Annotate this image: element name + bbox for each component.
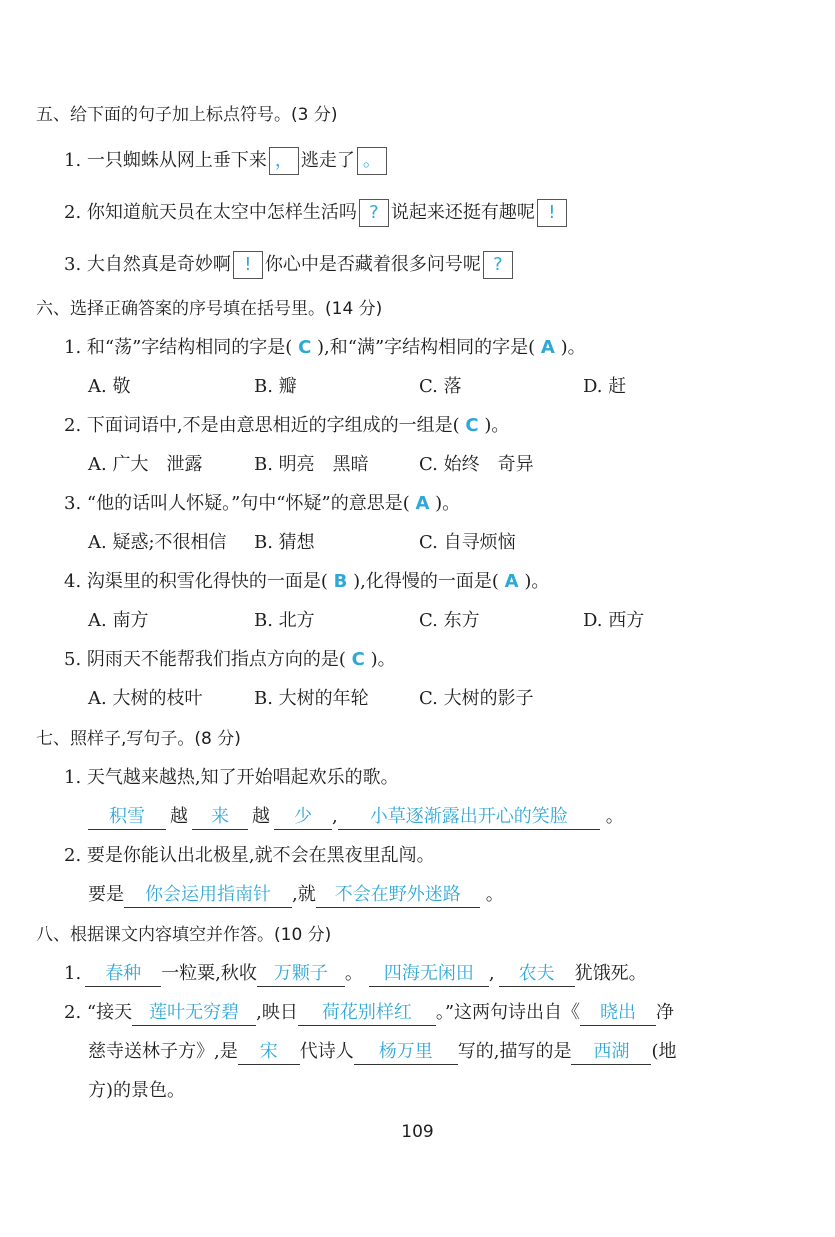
s6-q5-option-a: A. 大树的枝叶 (88, 688, 203, 709)
s6-q1-answer-1: C (298, 337, 312, 358)
s6-q1-text-1: 1. 和“荡”字结构相同的字是( (64, 337, 293, 358)
s6-q1-option-d: D. 赶 (583, 376, 627, 397)
s7-q1-blank-1: 积雪 (88, 805, 166, 830)
s8-q2-blank-3: 晓出 (580, 1001, 656, 1026)
s8-q2-text-5: 慈寺送林子方》,是 (88, 1041, 238, 1062)
s6-q1-text-2: ),和“满”字结构相同的字是( (317, 337, 536, 358)
s5-q3-answer-1: ! (233, 251, 263, 279)
s6-q3-option-c: C. 自寻烦恼 (419, 532, 516, 553)
s5-q2-answer-1: ? (359, 199, 389, 227)
s7-q1-end: 。 (605, 806, 624, 827)
section6-heading: 六、选择正确答案的序号填在括号里。(14 分) (36, 299, 383, 319)
s8-q2-text-2: ,映日 (256, 1002, 298, 1023)
s8-question-2-line-3: 方)的景色。 (88, 1080, 186, 1101)
s7-q2-end: 。 (485, 884, 504, 905)
s8-q1-blank-4: 农夫 (499, 962, 575, 987)
s7-q1-blank-2: 来 (192, 805, 248, 830)
s6-q4-text-2: ),化得慢的一面是( (353, 571, 499, 592)
s6-q5-answer: C (351, 649, 365, 670)
s5-q1-answer-2: 。 (357, 147, 387, 175)
s8-q2-text-4: 净 (656, 1002, 675, 1023)
s8-q1-blank-1: 春种 (85, 962, 161, 987)
s5-q3-mid: 你心中是否藏着很多问号呢 (264, 254, 481, 275)
s5-q3-answer-2: ? (483, 251, 513, 279)
s8-question-1 (64, 962, 647, 987)
s7-q1-blank-4: 小草逐渐露出开心的笑脸 (338, 805, 600, 830)
s7-q2-word-2: ,就 (292, 884, 316, 905)
section7-heading: 七、照样子,写句子。(8 分) (36, 729, 241, 749)
section5-heading: 五、给下面的句子加上标点符号。(3 分) (36, 105, 338, 125)
s7-q1-word-1: 越 (170, 806, 188, 827)
page-number: 109 (401, 1122, 434, 1142)
s6-q3-answer: A (415, 493, 430, 514)
s7-q2-example: 2. 要是你能认出北极星,就不会在黑夜里乱闯。 (64, 845, 435, 866)
s6-q2-option-a: A. 广大 泄露 (88, 454, 203, 475)
s7-q2-blank-2: 不会在野外迷路 (316, 883, 480, 908)
s8-q2-text-3: 。”这两句诗出自《 (435, 1002, 581, 1023)
s6-question-5 (64, 648, 396, 672)
s8-q1-blank-2: 万颗子 (257, 962, 345, 987)
s6-q4-option-a: A. 南方 (88, 610, 149, 631)
s7-q2-answer-line (88, 883, 504, 908)
s7-q1-comma: , (332, 806, 338, 827)
s7-q2-word-1: 要是 (88, 884, 124, 905)
s8-q1-number: 1. (64, 963, 82, 984)
s7-q1-blank-3: 少 (274, 805, 332, 830)
s6-q4-option-c: C. 东方 (419, 610, 480, 631)
s6-q4-option-b: B. 北方 (254, 610, 315, 631)
s5-question-3 (64, 251, 515, 279)
s5-q2-mid: 说起来还挺有趣呢 (390, 202, 535, 223)
s8-q1-text-1: 一粒粟,秋收 (161, 963, 257, 984)
s6-q5-text-2: )。 (370, 649, 396, 670)
s5-q2-answer-2: ! (537, 199, 567, 227)
s6-q4-answer-1: B (333, 571, 348, 592)
s6-q2-option-c: C. 始终 奇异 (419, 454, 534, 475)
s6-q4-text-3: )。 (524, 571, 550, 592)
s6-q5-text-1: 5. 阴雨天不能帮我们指点方向的是( (64, 649, 346, 670)
s8-q2-blank-4: 宋 (238, 1040, 300, 1065)
s8-q2-text-6: 代诗人 (299, 1041, 354, 1062)
s6-q2-option-b: B. 明亮 黑暗 (254, 454, 369, 475)
s6-q5-option-c: C. 大树的影子 (419, 688, 534, 709)
s6-q1-option-b: B. 瓣 (254, 376, 297, 397)
s6-q1-option-c: C. 落 (419, 376, 462, 397)
s7-q2-blank-1: 你会运用指南针 (124, 883, 292, 908)
s6-q2-answer: C (465, 415, 479, 436)
s6-q1-option-a: A. 敬 (88, 376, 131, 397)
s5-q1-text: 1. 一只蜘蛛从网上垂下来 (64, 150, 267, 171)
s8-q2-blank-6: 西湖 (571, 1040, 651, 1065)
s5-question-2 (64, 199, 569, 227)
s8-q2-blank-2: 荷花别样红 (298, 1001, 436, 1026)
s6-q1-text-3: )。 (560, 337, 586, 358)
s8-q1-text-3: , (488, 963, 495, 984)
s6-q4-answer-2: A (504, 571, 519, 592)
s6-q3-text-1: 3. “他的话叫人怀疑。”句中“怀疑”的意思是( (64, 493, 410, 514)
s8-q2-text-7: 写的,描写的是 (457, 1041, 572, 1062)
s6-question-2 (64, 414, 509, 438)
s8-q2-blank-1: 莲叶无穷碧 (132, 1001, 256, 1026)
s8-q2-text-8: (地 (651, 1041, 677, 1062)
s5-q2-text: 2. 你知道航天员在太空中怎样生活吗 (64, 202, 357, 223)
s6-q3-option-b: B. 猜想 (254, 532, 315, 553)
s8-q1-text-2: 。 (344, 963, 363, 984)
s5-q3-text: 3. 大自然真是奇妙啊 (64, 254, 231, 275)
s5-q1-answer-1: ， (269, 147, 299, 175)
s8-q1-blank-3: 四海无闲田 (369, 962, 489, 987)
s6-q4-option-d: D. 西方 (583, 610, 645, 631)
section8-heading: 八、根据课文内容填空并作答。(10 分) (36, 925, 332, 945)
s8-q1-text-4: 犹饿死。 (574, 963, 647, 984)
s6-question-3 (64, 492, 460, 516)
s7-q1-example: 1. 天气越来越热,知了开始唱起欢乐的歌。 (64, 767, 399, 788)
s6-q3-text-2: )。 (435, 493, 461, 514)
s6-question-4 (64, 570, 549, 594)
s6-q4-text-1: 4. 沟渠里的积雪化得快的一面是( (64, 571, 328, 592)
s6-q3-option-a: A. 疑惑;不很相信 (88, 532, 227, 553)
s8-question-2-line-1 (64, 1001, 674, 1026)
s8-q2-text-1: 2. “接天 (64, 1002, 133, 1023)
s5-q1-mid: 逃走了 (300, 150, 355, 171)
s8-question-2-line-2 (88, 1040, 677, 1065)
s6-q5-option-b: B. 大树的年轮 (254, 688, 369, 709)
s6-q2-text-2: )。 (484, 415, 510, 436)
s6-question-1 (64, 336, 586, 360)
s6-q2-text-1: 2. 下面词语中,不是由意思相近的字组成的一组是( (64, 415, 460, 436)
s7-q1-answer-line (88, 805, 624, 830)
s8-q2-blank-5: 杨万里 (354, 1040, 458, 1065)
s5-question-1 (64, 147, 389, 175)
s7-q1-word-2: 越 (252, 806, 270, 827)
s6-q1-answer-2: A (540, 337, 555, 358)
